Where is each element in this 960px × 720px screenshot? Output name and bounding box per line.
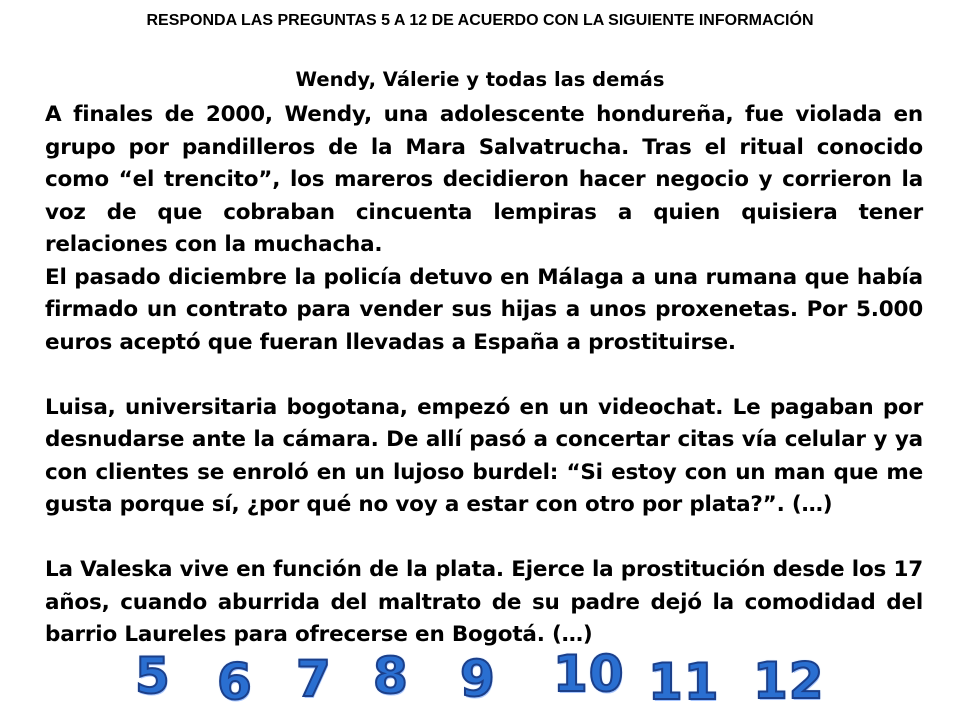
question-link-11[interactable]: 11 [648,653,720,711]
paragraph-gap [45,359,923,392]
question-link-10[interactable]: 10 [553,645,625,703]
question-link-8[interactable]: 8 [373,647,409,705]
paragraph-valeska: La Valeska vive en función de la plata. Ejerce la prostitución desde los 17 años, cuando aburrida del maltrato de su padre dejó la comodidad del barrio Laureles para ofrecerse en Bogotá. (…) [45,557,923,647]
question-link-9[interactable]: 9 [460,650,496,708]
question-link-5[interactable]: 5 [135,647,171,705]
paragraph-malaga: El pasado diciembre la policía detuvo en Málaga a una rumana que había firmado un contrato para vender sus hijas a unos proxenetas. Por 5.000 euros aceptó que fueran llevadas a España a prostituirse. [45,264,923,355]
question-nav [0,630,960,720]
article-body [45,99,923,652]
article-title: Wendy, Válerie y todas las demás [295,68,665,91]
paragraph-gap [45,522,923,555]
question-link-7[interactable]: 7 [296,650,332,708]
paragraph-luisa: Luisa, universitaria bogotana, empezó en un videochat. Le pagaban por desnudarse ante la cámara. De allí pasó a concertar citas vía celular y ya con clientes se enroló en un lujoso burdel: “Si estoy con un man que me gusta porque sí, ¿por qué no voy a estar con otro por plata?”. (…) [45,394,923,517]
paragraph-wendy: A finales de 2000, Wendy, una adolescente hondureña, fue violada en grupo por pandilleros de la Mara Salvatrucha. Tras el ritual conocido como “el trencito”, los mareros decidieron hacer negocio y corrieron la voz de que cobraban cincuenta lempiras a quien quisiera tener relaciones con la muchacha. [45,102,923,257]
question-link-6[interactable]: 6 [217,653,253,711]
question-link-12[interactable]: 12 [753,652,825,710]
instruction-header: RESPONDA LAS PREGUNTAS 5 A 12 DE ACUERDO CON LA SIGUIENTE INFORMACIÓN [146,12,814,29]
